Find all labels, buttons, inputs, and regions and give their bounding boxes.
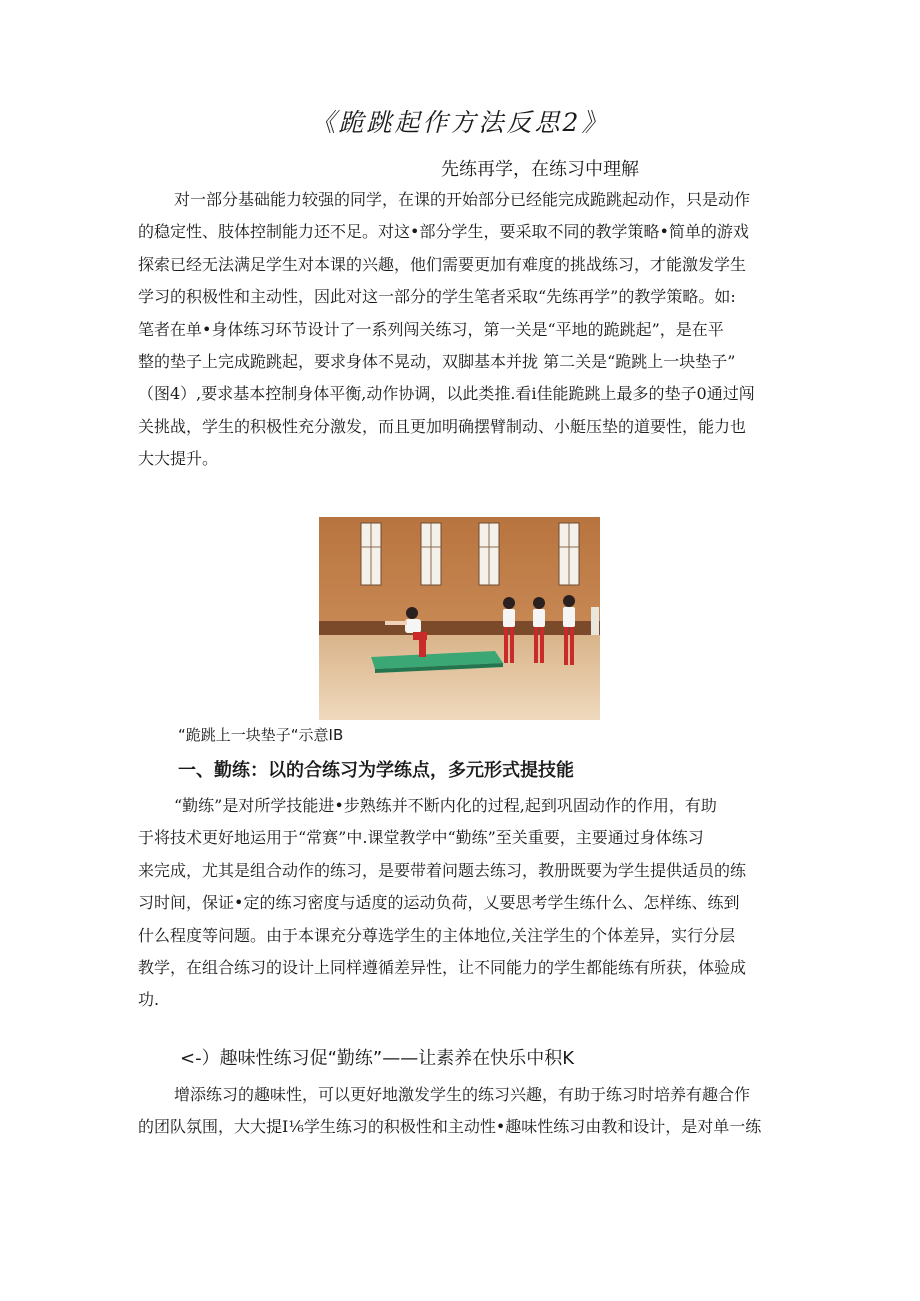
document-title: 《跪跳起作方法反思2》 (310, 108, 610, 137)
gym-photo-illustration (319, 517, 600, 720)
text-line: 整的垫子上完成跪跳起，要求身体不晃动，双脚基本并拢 第二关是“跪跳上一块垫子” (138, 352, 736, 372)
text-line: 习时间，保证•定的练习密度与适度的运动负荷，乂要思考学生练什么、怎样练、练到 (138, 893, 740, 913)
paragraph-3 (138, 1079, 782, 1144)
text-line: 功. (138, 990, 160, 1010)
text-line: 来完成，尤其是组合动作的练习，是要带着问题去练习，教册既要为学生提供适员的练 (138, 860, 747, 880)
paragraph-1 (138, 184, 782, 476)
text-line: 对一部分基础能力较强的同学，在课的开始部分已经能完成跪跳起动作，只是动作 (174, 190, 751, 209)
text-line: 笔者在单•身体练习环节设计了一系列闯关练习，第一关是“平地的跪跳起”，是在平 (138, 319, 724, 339)
text-line: 的团队氛围，大大提I⅙学生练习的积极性和主动性•趣味性练习由教和设计，是对单一练 (138, 1117, 762, 1137)
text-line: （图4）,要求基本控制身体平衡,动作协调，以此类推.看i佳能跪跳上最多的垫子0通过闯 (138, 384, 755, 404)
paragraph-2 (138, 790, 782, 1017)
document-subtitle: 先练再学，在练习中理解 (441, 159, 639, 180)
text-line: 关挑战，学生的积极性充分激发，而且更加明确摆臂制动、小艇压垫的道要性，能力也 (138, 416, 747, 436)
text-line: 于将技术更好地运用于“常赛”中.课堂教学中“勤练”至关重要，主要通过身体练习 (138, 828, 704, 848)
text-line: 增添练习的趣味性，可以更好地激发学生的练习兴趣，有助于练习时培养有趣合作 (174, 1085, 751, 1104)
section-heading-2: <-）趣味性练习促“勤练”——让素养在快乐中积K (180, 1048, 575, 1069)
text-line: “勤练”是对所学技能进•步熟练并不断内化的过程,起到巩固动作的作用，有助 (174, 796, 717, 815)
text-line: 学习的积极性和主动性，因此对这一部分的学生笔者采取“先练再学”的教学策略。如: (138, 287, 736, 307)
text-line: 教学，在组合练习的设计上同样遵循差异性，让不同能力的学生都能练有所获，体验成 (138, 958, 747, 978)
text-line: 的稳定性、肢体控制能力还不足。对这•部分学生，要采取不同的教学策略•简单的游戏 (138, 222, 749, 242)
gym-photo (319, 517, 600, 720)
text-line: 大大提升。 (138, 449, 219, 469)
figure-caption: “跪跳上一块垫子“示意IB (178, 726, 344, 744)
text-line: 什么程度等问题。由于本课充分尊选学生的主体地位,关注学生的个体差异，实行分层 (138, 925, 736, 945)
section-heading-1: 一、勤练：以的合练习为学练点，多元形式提技能 (178, 760, 574, 781)
text-line: 探索已经无法满足学生对本课的兴趣，他们需要更加有难度的挑战练习，才能激发学生 (138, 254, 747, 274)
